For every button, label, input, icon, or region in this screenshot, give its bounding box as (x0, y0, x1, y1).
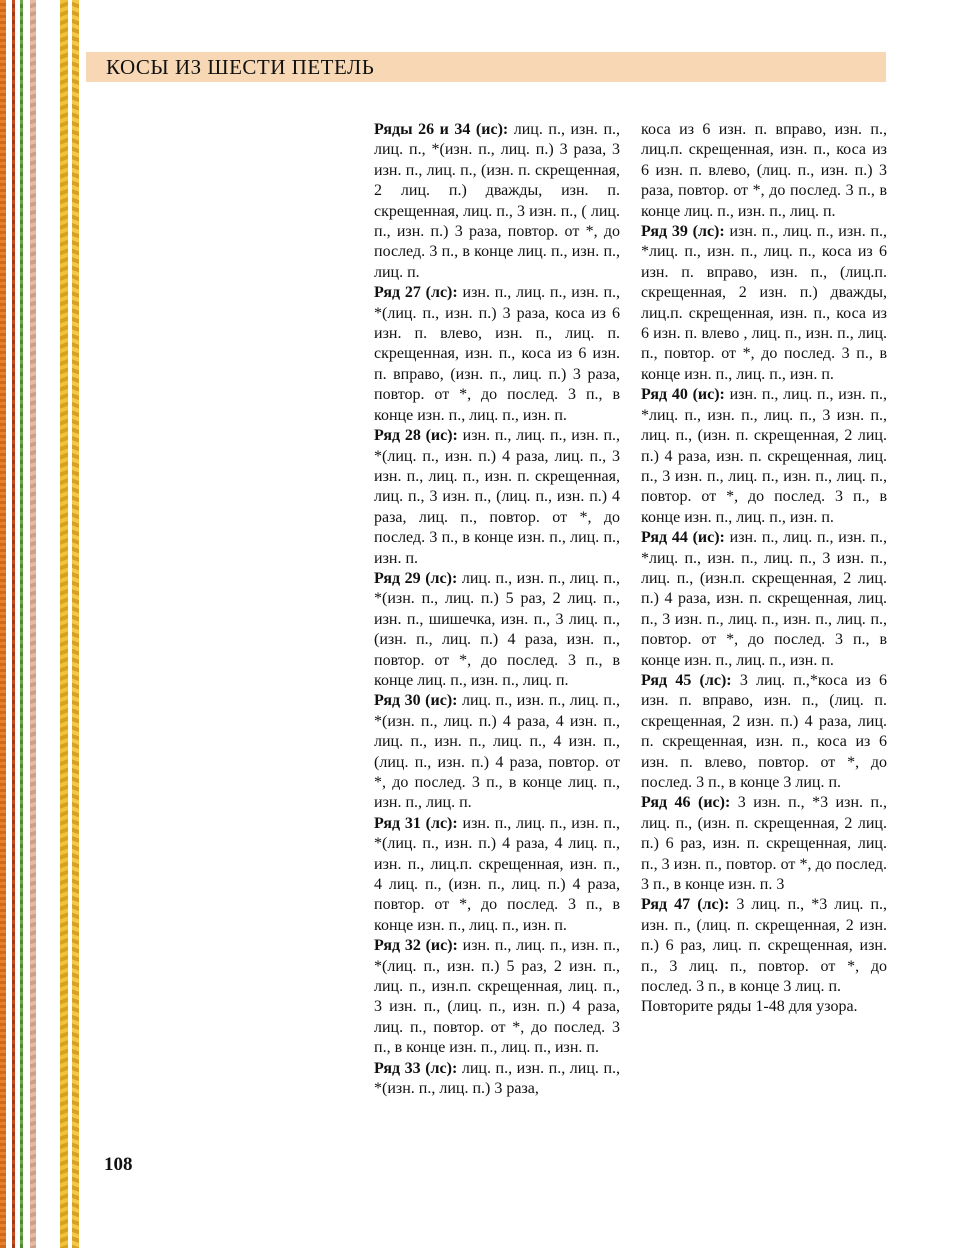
yarn-strand-orange (0, 0, 6, 1248)
row-text: изн. п., лиц. п., изн. п., *(лиц. п., изн. п.) 4 раза, лиц. п., 3 изн. п., лиц. п., изн. п. скрещенная, лиц. п., 3 изн. п., (лиц. п., изн. п.) 4 раза, лиц. п., повтор. от *, до послед. 3 п., в конце изн. п., лиц. п., изн. п. (374, 427, 621, 567)
row-text: лиц. п., изн. п., лиц. п., *(изн. п., лиц. п.) 5 раз, 2 лиц. п., изн. п., шишечка, изн. п., 3 лиц. п., (изн. п., лиц. п.) 4 раза, изн. п., повтор. от *, до послед. 3 п., в конце лиц. п., изн. п., лиц. п. (374, 569, 621, 689)
row-label: Ряд 32 (ис): (374, 937, 458, 955)
row-label: Ряд 47 (лс): (641, 896, 730, 914)
row-label: Ряды 26 и 34 (ис): (374, 121, 509, 138)
row-paragraph (641, 793, 887, 895)
row-text: лиц. п., изн. п., лиц. п., *(изн. п., лиц. п.) 4 раза, 4 изн. п., лиц. п., изн. п., лиц. п., 4 изн. п., (лиц. п., изн. п.) 4 раза, повтор. от *, до послед. 3 п., в конце лиц. п., изн. п., лиц. п. (374, 692, 620, 812)
row-paragraph (641, 120, 887, 222)
yarn-strand-green (20, 0, 23, 1248)
row-label: Ряд 27 (лс): (374, 284, 458, 302)
row-paragraph (374, 426, 620, 569)
right-column (641, 120, 887, 1018)
yarn-strand-gold-2 (72, 0, 79, 1248)
row-label: Ряд 31 (лс): (374, 814, 458, 832)
row-text: изн. п., лиц. п., изн. п., *лиц. п., изн. п., лиц. п., 3 изн. п., лиц. п., (изн. п. скрещенная, 2 лиц. п.) 4 раза, изн. п. скрещенная, лиц. п., 3 изн. п., лиц. п., изн. п., лиц. п., повтор. от *, до послед. 3 п., в конце изн. п., лиц. п., изн. п. (641, 386, 888, 526)
row-text: лиц. п., изн. п., лиц. п., *(изн. п., лиц. п.) 3 раза, 3 изн. п., лиц. п., (изн. п. скрещенная, 2 лиц. п.) дважды, изн. п. скрещенная, лиц. п., 3 изн. п., ( лиц. п., изн. п.) 3 раза, повтор. от *, до послед. 3 п., в конце лиц. п., изн. п., лиц. п. (374, 121, 620, 281)
row-label: Ряд 39 (лс): (641, 223, 725, 241)
row-label: Ряд 28 (ис): (374, 427, 458, 445)
row-paragraph (641, 895, 887, 997)
row-paragraph (374, 283, 620, 426)
row-paragraph (641, 528, 887, 671)
row-text: изн. п., лиц. п., изн. п., *(лиц. п., изн. п.) 3 раза, коса из 6 изн. п. влево, изн. п., лиц. п. скрещенная, изн. п., коса из 6 изн. п. вправо, (изн. п., лиц. п.) 3 раза, повтор. от *, до послед. 3 п., в конце изн. п., лиц. п., изн. п. (374, 284, 621, 424)
row-paragraph (374, 569, 620, 691)
row-label: Ряд 46 (ис): (641, 794, 731, 812)
row-paragraph (374, 814, 620, 936)
row-paragraph (374, 1059, 620, 1100)
row-text: 3 лиц. п., *3 лиц. п., изн. п., (лиц. п. скрещенная, 2 изн. п.) 6 раз, лиц. п. скрещенная, изн. п., 3 лиц. п., повтор. от *, до послед. 3 п., в конце 3 лиц. п. (641, 896, 888, 996)
row-text: 3 изн. п., *3 изн. п., лиц. п., (изн. п. скрещенная, 2 лиц. п.) 6 раз, изн. п. скрещенная, лиц. п., 3 изн. п., повтор. от *, до послед. 3 п., в конце изн. п. 3 (641, 794, 888, 894)
row-paragraph (641, 671, 887, 793)
repeat-instruction (641, 997, 887, 1017)
row-paragraph (374, 691, 620, 813)
page-title: КОСЫ ИЗ ШЕСТИ ПЕТЕЛЬ (106, 55, 375, 79)
row-label: Ряд 29 (лс): (374, 569, 458, 587)
row-label: Ряд 44 (ис): (641, 529, 725, 547)
yarn-strand-gold (60, 0, 68, 1248)
row-text: изн. п., лиц. п., изн. п., *лиц. п., изн. п., лиц. п., коса из 6 изн. п. вправо, изн. п., (лиц.п. скрещенная, 2 изн. п.) дважды, лиц.п. скрещенная, изн. п., коса из 6 изн. п. влево , лиц. п., изн. п., лиц. п., повтор. от *, до послед. 3 п., в конце изн. п., лиц. п., изн. п. (641, 223, 888, 383)
row-label: Ряд 30 (ис): (374, 692, 458, 710)
row-paragraph (641, 385, 887, 528)
row-text: изн. п., лиц. п., изн. п., *лиц. п., изн. п., лиц. п., 3 изн. п., лиц. п., (изн.п. скрещенная, 2 лиц. п.) 4 раза, изн. п. скрещенная, лиц. п., 3 изн. п., лиц. п., изн. п., лиц. п., повтор. от *, до послед. 3 п., в конце изн. п., лиц. п., изн. п. (641, 529, 888, 669)
row-text: 3 лиц. п.,*коса из 6 изн. п. вправо, изн. п., (лиц. п. скрещенная, 2 изн. п.) 4 раза, лиц. п. скрещенная, изн. п., коса из 6 изн. п. влево, повтор. от *, до послед. 3 п., в конце 3 лиц. п. (641, 671, 888, 791)
row-text: изн. п., лиц. п., изн. п., *(лиц. п., изн. п.) 4 раза, 4 лиц. п., изн. п., лиц.п. скрещенная, изн. п., 4 лиц. п., (изн. п., лиц. п.) 4 раза, повтор. от *, до послед. 3 п., в конце изн. п., лиц. п., изн. п. (374, 814, 621, 934)
row-text: Повторите ряды 1-48 для узора. (641, 998, 858, 1016)
row-paragraph (374, 936, 620, 1058)
row-paragraph (641, 222, 887, 385)
row-text: изн. п., лиц. п., изн. п., *(лиц. п., изн. п.) 5 раз, 2 изн. п., лиц. п., изн.п. скрещенная, лиц. п., 3 изн. п., (лиц. п., изн. п.) 4 раза, лиц. п., повтор. от *, до послед. 3 п., в конце изн. п., лиц. п., изн. п. (374, 937, 621, 1057)
page-number: 108 (104, 1154, 133, 1175)
left-column (374, 120, 620, 1100)
row-text: коса из 6 изн. п. вправо, изн. п., лиц.п. скрещенная, изн. п., коса из 6 изн. п. влево, (лиц. п., изн. п.) 3 раза, повтор. от *, до послед. 3 п., в конце лиц. п., изн. п., лиц. п. (641, 121, 887, 220)
row-label: Ряд 45 (лс): (641, 671, 732, 689)
yarn-strand-red (12, 0, 15, 1248)
row-label: Ряд 33 (лс): (374, 1059, 458, 1077)
yarn-strand-pink (30, 0, 36, 1248)
row-label: Ряд 40 (ис): (641, 386, 725, 404)
row-text: лиц. п., изн. п., лиц. п., *(изн. п., лиц. п.) 3 раза, (374, 1059, 621, 1098)
row-paragraph (374, 120, 620, 283)
